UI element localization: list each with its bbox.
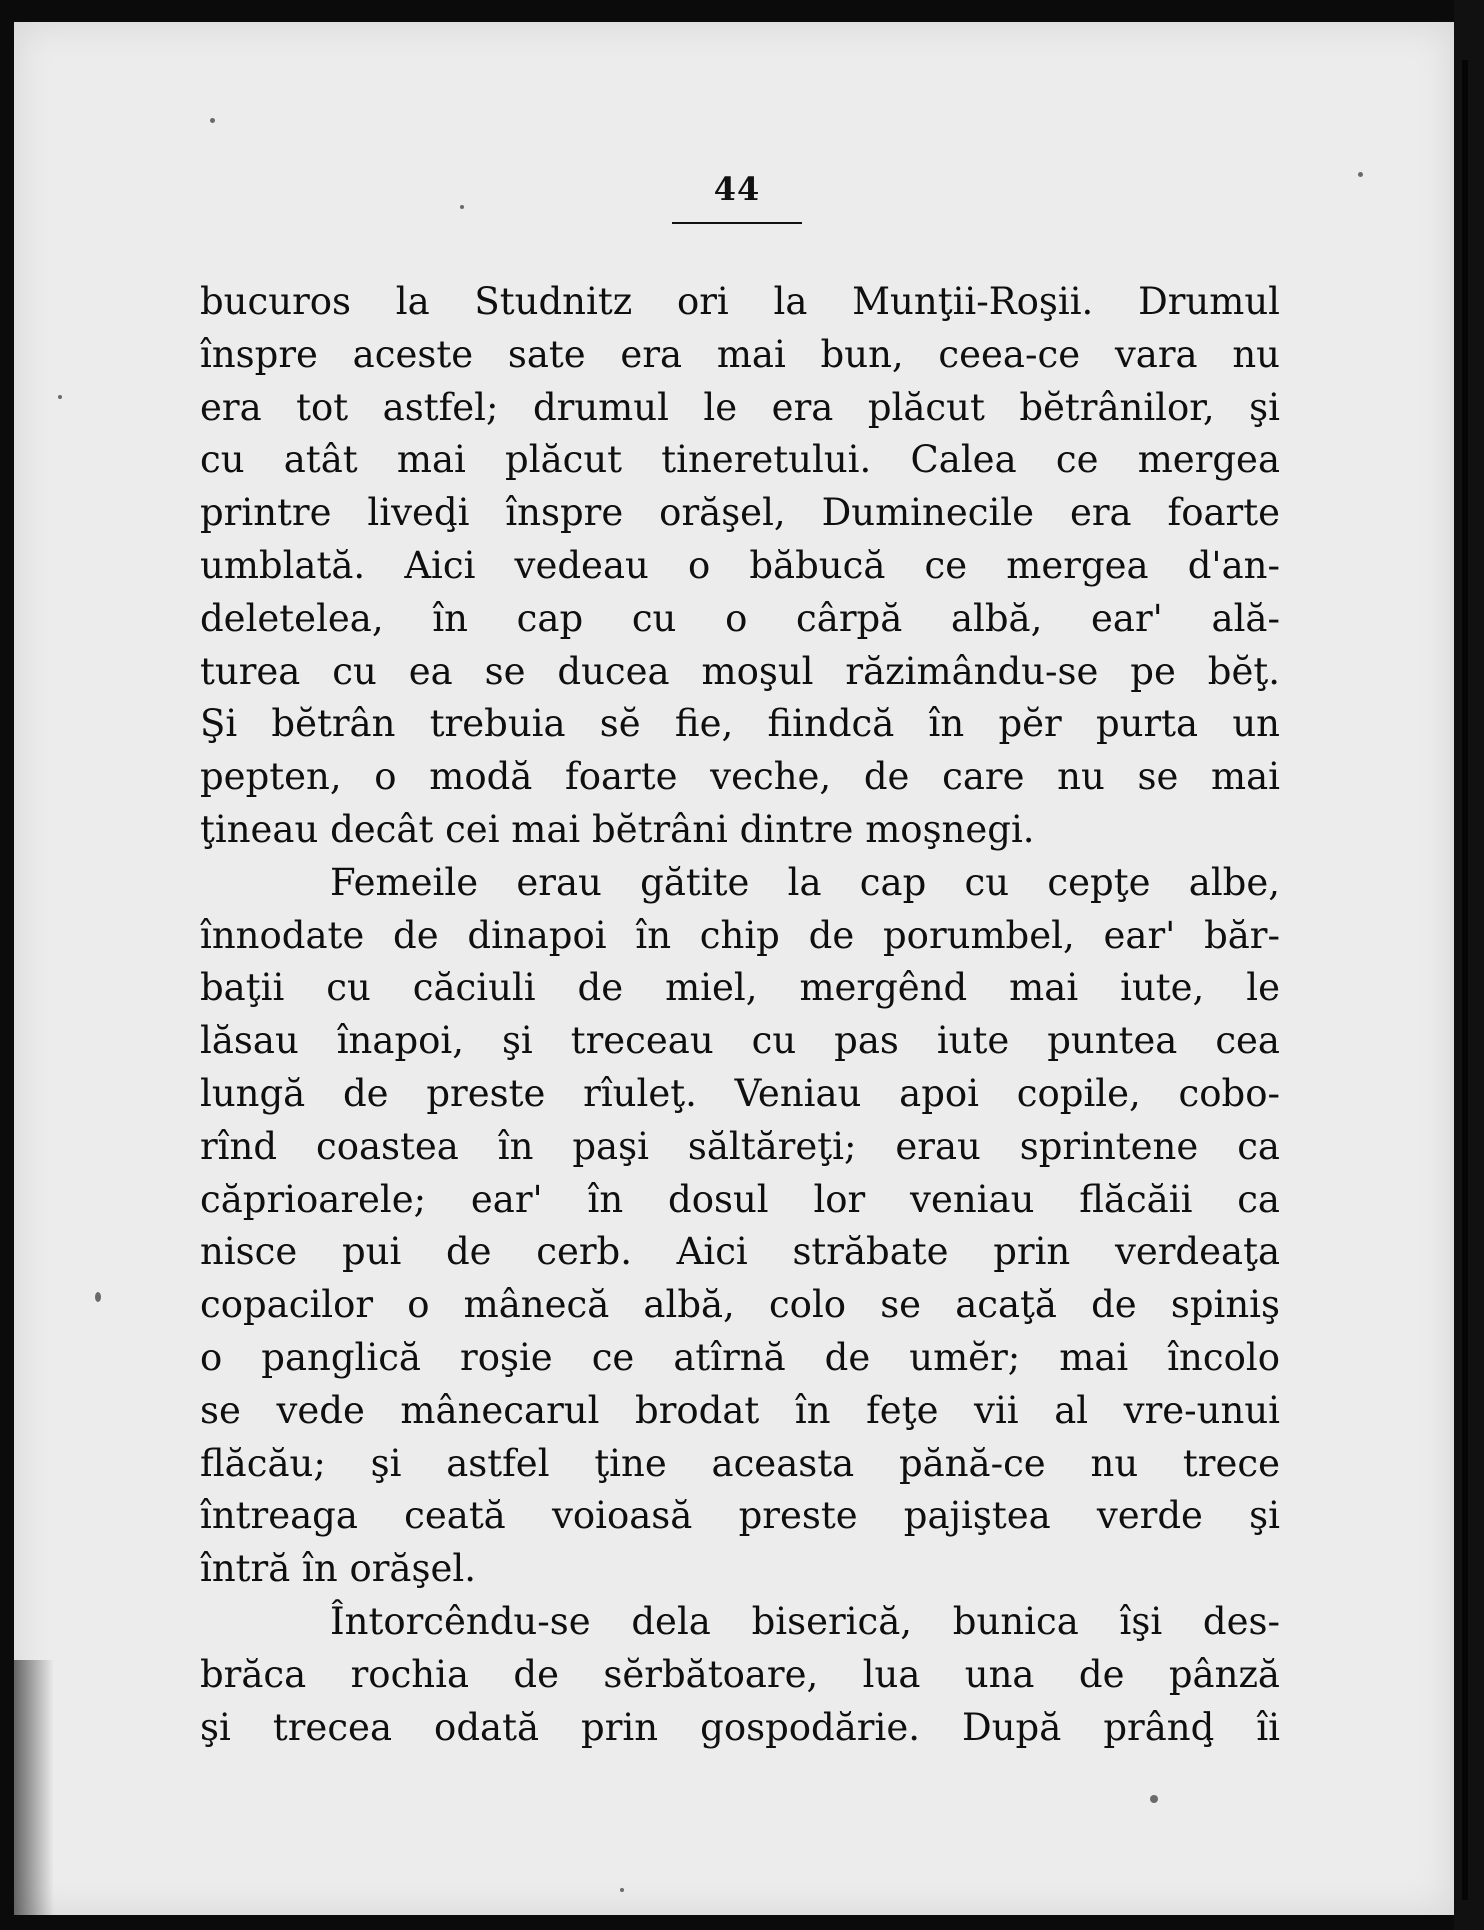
text-line: bucuros la Studnitz ori la Munţii-Roşii. Drumul [200,280,1280,323]
text-line: căprioarele; ear' în dosul lor veniau flăcăii ca [200,1177,1280,1221]
binding-edge [1462,60,1468,1900]
text-line: brăca rochia de sĕrbătoare, lua una de pânză [200,1652,1280,1696]
text-line: înspre aceste sate era mai bun, ceea-ce vara nu [200,332,1280,376]
paper-speck [460,205,464,209]
text-line: lungă de preste rîuleţ. Veniau apoi copile, cobo- [200,1071,1280,1115]
paper-speck [95,1292,101,1302]
text-line: Şi bĕtrân trebuia sĕ fie, fiindcă în pĕr purta un [200,702,1280,746]
text-line: deletelea, în cap cu o cârpă albă, ear' ală- [200,596,1280,640]
text-line: Femeile erau gătite la cap cu cepţe albe, [330,860,1280,904]
text-line: întră în orăşel. [200,1547,476,1591]
text-line: copacilor o mânecă albă, colo se acaţă de spiniş [200,1283,1280,1327]
paper-speck [620,1888,624,1892]
text-line: şi trecea odată prin gospodărie. După prânḑ îi [200,1705,1280,1749]
body-text [200,276,1280,1754]
text-line: turea cu ea se ducea moşul răzimându-se pe bĕţ. [200,649,1280,693]
text-line: Întorcêndu-se dela biserică, bunica îşi des- [330,1599,1280,1643]
text-line: baţii cu căciuli de miel, mergênd mai iute, le [200,966,1280,1010]
text-line: ţineau decât cei mai bĕtrâni dintre moşnegi. [200,807,1035,851]
text-line: nisce pui de cerb. Aici străbate prin verdeaţa [200,1230,1280,1274]
text-line: întreaga ceată voioasă preste pajiştea verde şi [200,1494,1280,1538]
text-line: o panglică roşie ce atîrnă de umĕr; mai încolo [200,1335,1280,1379]
text-line: înnodate de dinapoi în chip de porumbel, ear' băr- [200,913,1280,957]
text-line: era tot astfel; drumul le era plăcut bĕtrânilor, şi [200,385,1280,429]
text-line: printre liveḑi înspre orăşel, Duminecile era foarte [200,491,1280,535]
text-line: cu atât mai plăcut tineretului. Calea ce mergea [200,438,1280,482]
text-line: pepten, o modă foarte veche, de care nu se mai [200,755,1280,799]
text-line: lăsau înapoi, şi treceau cu pas iute puntea cea [200,1019,1280,1063]
text-line: se vede mânecarul brodat în feţe vii al vre-unui [200,1388,1280,1432]
scan-right-edge [1454,0,1484,1930]
paper-speck [1358,172,1363,177]
text-line: umblată. Aici vedeau o băbucă ce mergea d'an- [200,543,1280,587]
paper-speck [210,118,215,123]
paper-speck [58,395,62,399]
page-number-rule [672,222,802,224]
text-line: rînd coastea în paşi săltăreţi; erau sprintene ca [200,1124,1280,1168]
page-shadow [14,1660,54,1915]
text-line: flăcău; şi astfel ţine aceasta pănă-ce nu trece [200,1441,1280,1485]
paper-speck [1150,1795,1158,1803]
page-number: 44 [713,170,761,208]
